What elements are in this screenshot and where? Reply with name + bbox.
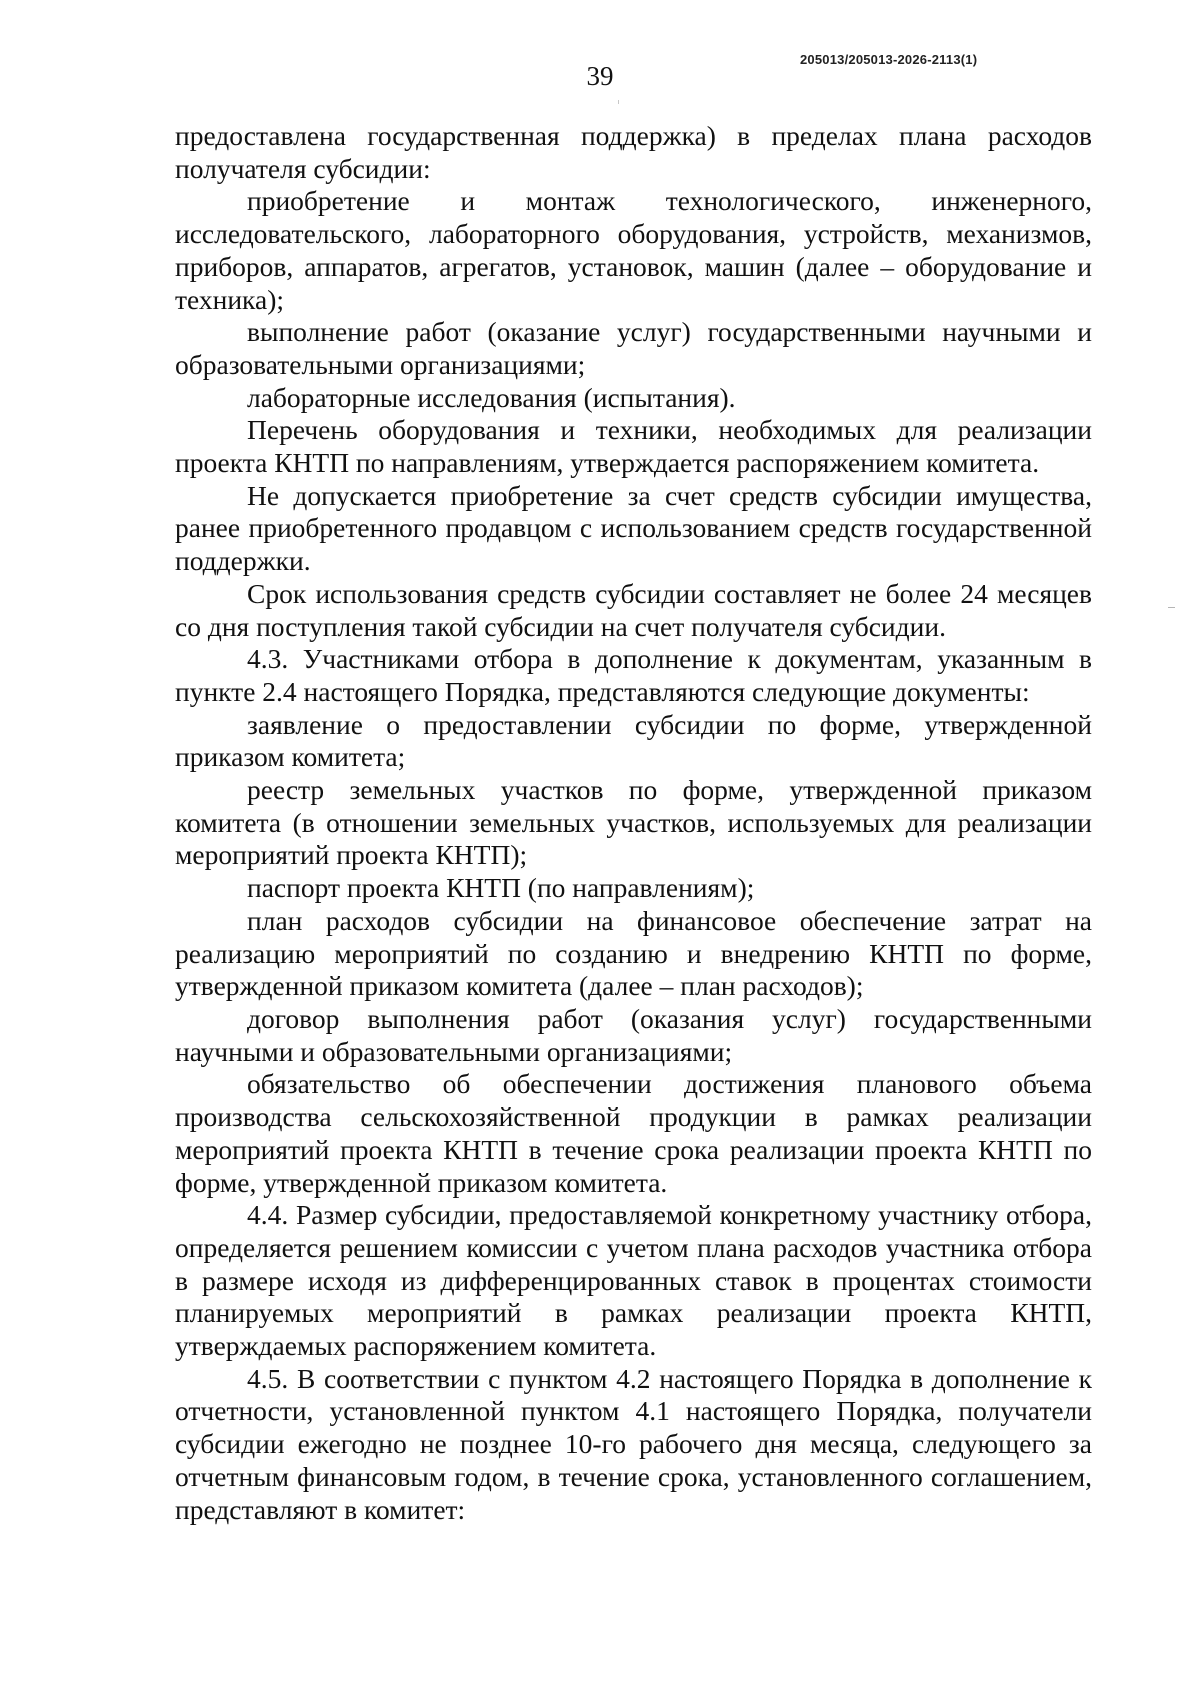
paragraph-continuation: предоставлена государственная поддержка) в пределах плана расходов получателя субсидии: <box>175 120 1092 184</box>
clause-4-5: 4.5. В соответствии с пунктом 4.2 настоящего Порядка в дополнение к отчетности, установленной пунктом 4.1 настоящего Порядка, получатели субсидии ежегодно не позднее 10-го рабочего дня месяца, следующего за отчетным финансовым годом, в течение срока, установленного соглашением, представляют в комитет: <box>175 1362 1092 1525</box>
scan-artifact <box>618 100 619 104</box>
document-id: 205013/205013-2026-2113(1) <box>800 52 978 67</box>
list-item-passport: паспорт проекта КНТП (по направлениям); <box>247 872 755 904</box>
list-item-lab-tests: лабораторные исследования (испытания). <box>247 381 736 413</box>
list-item-works: выполнение работ (оказание услуг) государственными научными и образовательными организациями; <box>175 316 1092 380</box>
paragraph-restriction: Не допускается приобретение за счет средств субсидии имущества, ранее приобретенного продавцом с использованием средств государственной поддержки. <box>175 479 1092 577</box>
list-item-expense-plan: план расходов субсидии на финансовое обеспечение затрат на реализацию мероприятий по созданию и внедрению КНТП по форме, утвержденной приказом комитета (далее – план расходов); <box>175 904 1092 1002</box>
scan-artifact <box>1168 607 1175 608</box>
page-number: 39 <box>586 61 614 91</box>
document-body <box>175 120 1092 1526</box>
list-item-equipment: приобретение и монтаж технологического, инженерного, исследовательского, лабораторного оборудования, устройств, механизмов, приборов, аппаратов, агрегатов, установок, машин (далее – оборудование и техника); <box>175 185 1092 315</box>
paragraph-term: Срок использования средств субсидии составляет не более 24 месяцев со дня поступления такой субсидии на счет получателя субсидии. <box>175 577 1092 642</box>
list-item-obligation: обязательство об обеспечении достижения планового объема производства сельскохозяйственной продукции в рамках реализации мероприятий проекта КНТП в течение срока реализации проекта КНТП по форме, утвержденной приказом комитета. <box>175 1068 1092 1198</box>
clause-4-3: 4.3. Участниками отбора в дополнение к документам, указанным в пункте 2.4 настоящего Порядка, представляются следующие документы: <box>175 643 1092 707</box>
paragraph-equipment-list: Перечень оборудования и техники, необходимых для реализации проекта КНТП по направлениям, утверждается распоряжением комитета. <box>175 414 1092 479</box>
list-item-land-registry: реестр земельных участков по форме, утвержденной приказом комитета (в отношении земельных участков, используемых для реализации мероприятий проекта КНТП); <box>175 774 1092 871</box>
list-item-application: заявление о предоставлении субсидии по форме, утвержденной приказом комитета; <box>175 708 1092 773</box>
clause-4-4: 4.4. Размер субсидии, предоставляемой конкретному участнику отбора, определяется решением комиссии с учетом плана расходов участника отбора в размере исходя из дифференцированных ставок в процентах стоимости планируемых мероприятий в рамках реализации проекта КНТП, утверждаемых распоряжением комитета. <box>175 1199 1092 1362</box>
list-item-contract: договор выполнения работ (оказания услуг) государственными научными и образовательными организациями; <box>175 1002 1092 1067</box>
